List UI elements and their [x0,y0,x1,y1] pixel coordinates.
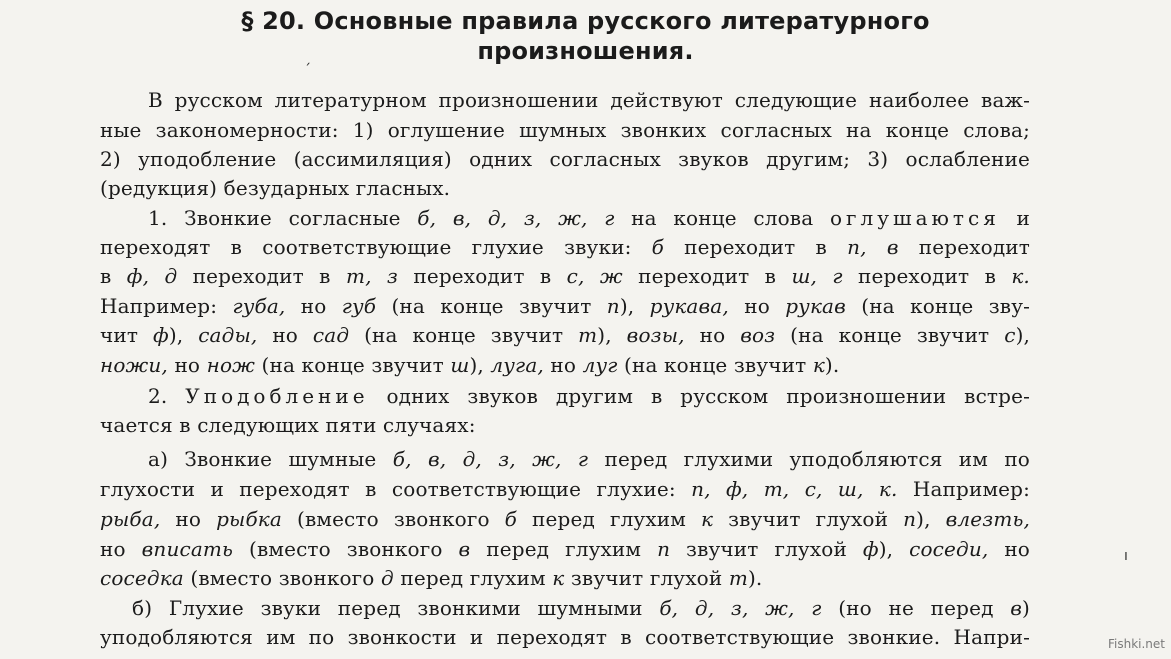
case-a-line-1: а) Звонкие шумные б, в, д, з, ж, г перед глухими уподобляются им по [148,447,1030,471]
section-title-line-2: произношения. [477,37,694,65]
rule-1-line-1: 1. Звонкие согласные б, в, д, з, ж, г на конце слова оглушаются и [148,206,1030,230]
rule-2-line-1: 2. Уподобление одних звуков другим в русском произношении встре- [148,384,1030,408]
rule-1-line-4: Например: губа, но губ (на конце звучит п), рукава, но рукав (на конце зву- [100,294,1031,318]
scan-speck: ˏ [304,50,311,66]
rule-1-line-6: ножи, но нож (на конце звучит ш), луга, но луг (на конце звучит к). [100,353,840,377]
rule-1-line-2: переходят в соответствующие глухие звуки: б переходит в п, в переходит [100,235,1030,259]
rule-1-line-3: в ф, д переходит в т, з переходит в с, ж переходит в ш, г переходит в к. [100,264,1030,288]
case-b-line-1: б) Глухие звуки перед звонкими шумными б, д, з, ж, г (но не перед в) [132,596,1030,620]
rule-2-line-2: чается в следующих пяти случаях: [100,413,476,437]
paragraph-1-line-2: ные закономерности: 1) оглушение шумных звонких согласных на конце слова; [100,118,1030,142]
case-a-line-3: рыба, но рыбка (вместо звонкого б перед глухим к звучит глухой п), влезть, [100,507,1030,531]
scan-speck: ı [1124,548,1128,564]
paragraph-1-line-3: 2) уподобление (ассимиляция) одних согласных звуков другим; 3) ослабление [100,147,1030,171]
section-title-line-1: § 20. Основные правила русского литературного [241,7,930,35]
case-b-line-2: уподобляются им по звонкости и переходят в соответствующие звонкие. Напри- [100,625,1030,649]
watermark: Fishki.net [1107,637,1165,651]
paragraph-1-line-1: В русском литературном произношении действуют следующие наиболее важ- [148,88,1030,112]
case-a-line-5: соседка (вместо звонкого д перед глухим к звучит глухой т). [100,566,763,590]
case-a-line-4: но вписать (вместо звонкого в перед глухим п звучит глухой ф), соседи, но [100,537,1030,561]
case-a-line-2: глухости и переходят в соответствующие глухие: п, ф, т, с, ш, к. Например: [100,477,1031,501]
rule-1-line-5: чит ф), сады, но сад (на конце звучит т), возы, но воз (на конце звучит с), [100,323,1031,347]
paragraph-1-line-4: (редукция) безударных гласных. [100,176,451,200]
cut-off-line [100,651,1030,659]
